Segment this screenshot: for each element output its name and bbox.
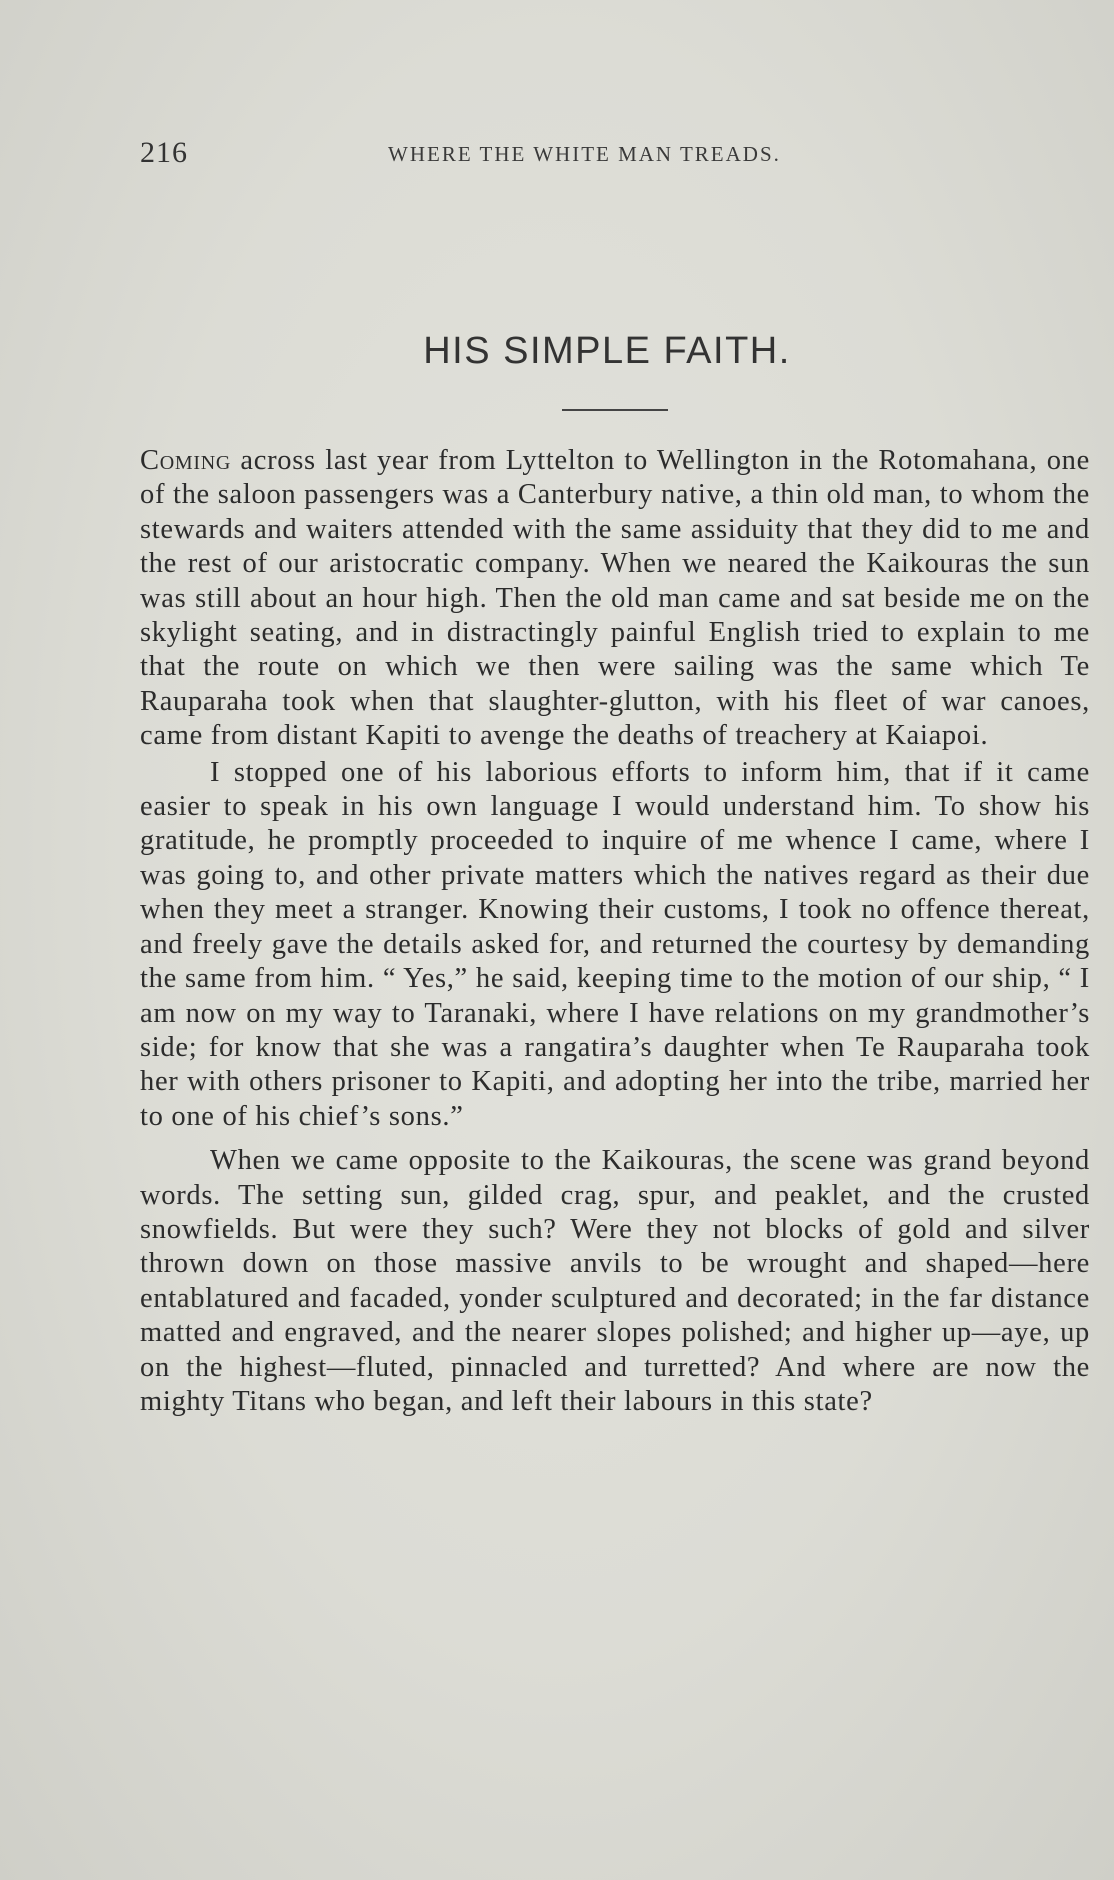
body-text	[140, 444, 1090, 1419]
paragraph: I stopped one of his laborious efforts to inform him, that if it came easier to speak in his own language I would understand him. To show his gratitude, he promptly proceeded to inquire of me whence I came, where I was going to, and other private matters which the natives regard as their due when they meet a stranger. Knowing their customs, I took no offence thereat, and freely gave the details asked for, and returned the courtesy by demanding the same from him. “ Yes,” he said, keeping time to the motion of our ship, “ I am now on my way to Taranaki, where I have relations on my grandmother’s side; for know that she was a rangatira’s daughter when Te Rauparaha took her with others prisoner to Kapiti, and adopting her into the tribe, married her to one of his chief’s sons.”	[140, 756, 1090, 1132]
paragraph-text: across last year from Lyttelton to Wellington in the Rotomahana, one of the saloon passengers was a Canterbury native, a thin old man, to whom the stewards and waiters attended with the same assiduity that they did to me and the rest of our aristocratic company. When we neared the Kaikouras the sun was still about an hour high. Then the old man came and sat beside me on the skylight seating, and in distractingly painful English tried to explain to me that the route on which we then were sailing was the same which Te Rauparaha took when that slaughter-glutton, with his fleet of war canoes, came from distant Kapiti to avenge the deaths of treachery at Kaiapoi.	[140, 445, 1090, 752]
page-number: 216	[140, 136, 188, 169]
paragraph: When we came opposite to the Kaikouras, the scene was grand beyond words. The setting sun, gilded crag, spur, and peaklet, and the crusted snowfields. But were they such? Were they not blocks of gold and silver thrown down on those massive anvils to be wrought and shaped—here entablatured and facaded, yonder sculptured and decorated; in the far distance matted and engraved, and the nearer slopes polished; and higher up—aye, up on the highest—fluted, pinnacled and turretted? And where are now the mighty Titans who began, and left their labours in this state?	[140, 1145, 1090, 1417]
paragraph	[140, 444, 1090, 754]
title-divider	[562, 409, 668, 411]
running-head: WHERE THE WHITE MAN TREADS.	[388, 142, 781, 166]
opening-word: Coming	[140, 445, 231, 476]
page-header	[140, 136, 1090, 172]
chapter-title: HIS SIMPLE FAITH.	[423, 330, 791, 372]
